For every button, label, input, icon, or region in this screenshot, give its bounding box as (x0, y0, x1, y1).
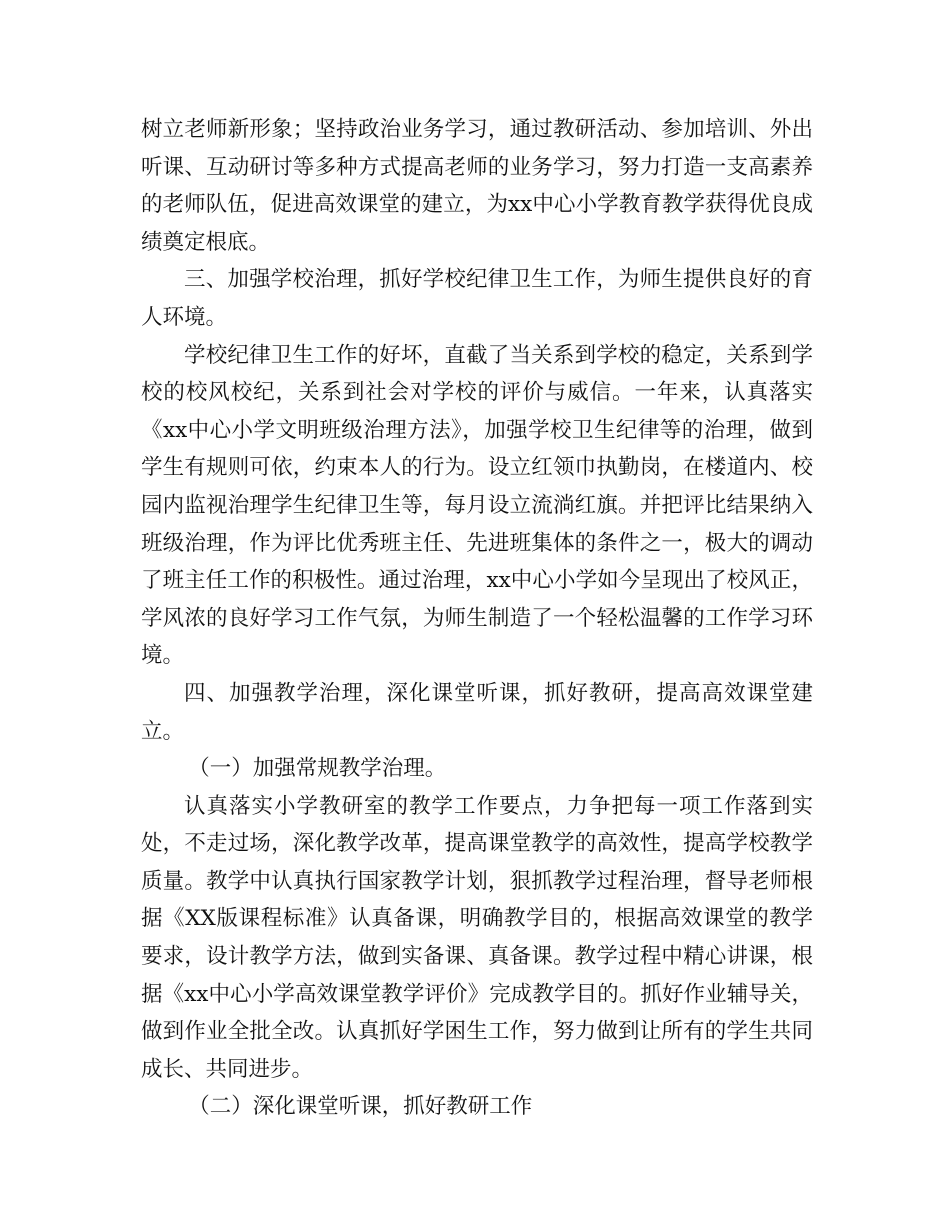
subsection-heading-2: （二）深化课堂听课，抓好教研工作 (188, 1094, 533, 1120)
document-page (141, 111, 813, 1126)
subsection-heading-1: （一）加强常规教学治理。 (188, 756, 447, 782)
paragraph-continuation: 树立老师新形象；坚持政治业务学习，通过教研活动、参加培训、外出听课、互动研讨等多种方式提高老师的业务学习，努力打造一支高素养的老师队伍，促进高效课堂的建立，为xx中心小学教育教学获得优良成绩奠定根底。 (141, 117, 813, 255)
paragraph-discipline: 学校纪律卫生工作的好坏，直截了当关系到学校的稳定，关系到学校的校风校纪，关系到社会对学校的评价与威信。一年来，认真落实《xx中心小学文明班级治理方法》，加强学校卫生纪律等的治理，做到学生有规则可依，约束本人的行为。设立红领巾执勤岗，在楼道内、校园内监视治理学生纪律卫生等，每月设立流淌红旗。并把评比结果纳入班级治理，作为评比优秀班主任、先进班集体的条件之一，极大的调动了班主任工作的积极性。通过治理，xx中心小学如今呈现出了校风正，学风浓的良好学习工作气氛，为师生制造了一个轻松温馨的工作学习环境。 (141, 342, 813, 669)
paragraph-teaching: 认真落实小学教研室的教学工作要点，力争把每一项工作落到实处，不走过场，深化教学改革，提高课堂教学的高效性，提高学校教学质量。教学中认真执行国家教学计划，狠抓教学过程治理，督导老师根据《XX版课程标准》认真备课，明确教学目的，根据高效课堂的教学要求，设计教学方法，做到实备课、真备课。教学过程中精心讲课，根据《xx中心小学高效课堂教学评价》完成教学目的。抓好作业辅导关，做到作业全批全改。认真抓好学困生工作，努力做到让所有的学生共同成长、共同进步。 (141, 793, 813, 1082)
section-heading-4: 四、加强教学治理，深化课堂听课，抓好教研，提高高效课堂建立。 (141, 680, 813, 744)
section-heading-3: 三、加强学校治理，抓好学校纪律卫生工作，为师生提供良好的育人环境。 (141, 267, 813, 330)
